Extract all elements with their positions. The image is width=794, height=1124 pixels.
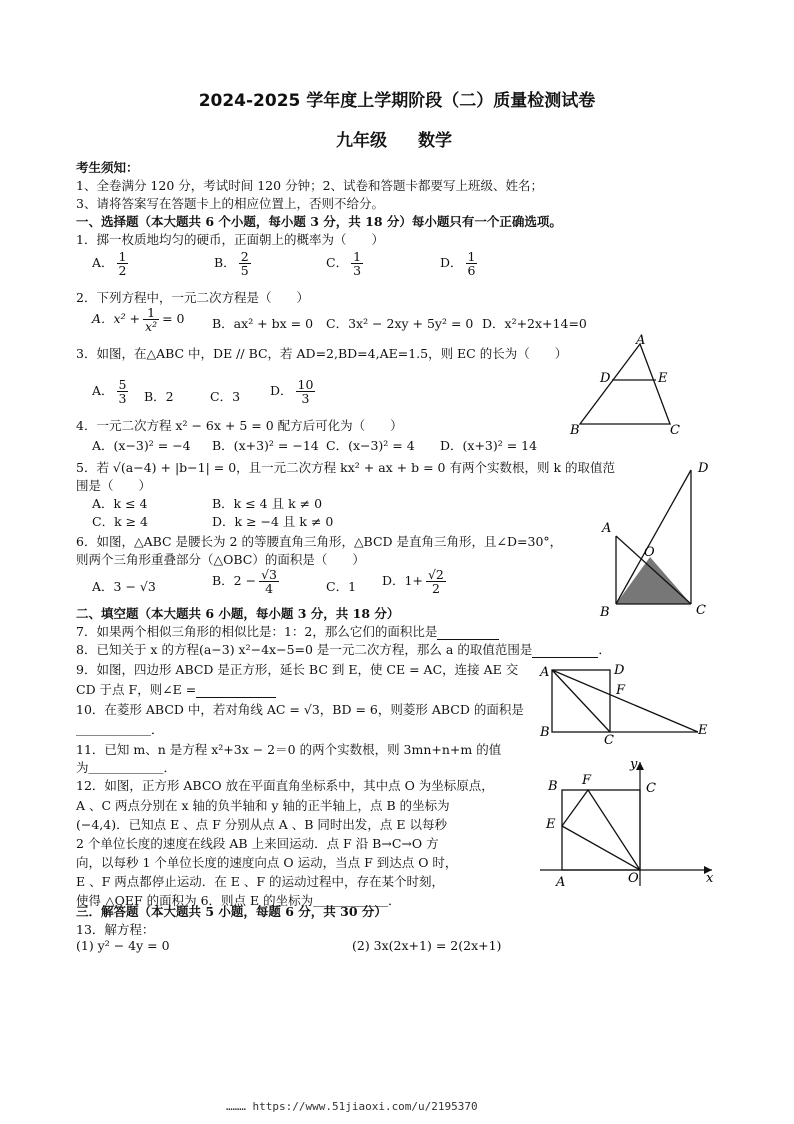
footer-url: ……… https://www.51jiaoxi.com/u/2195370 [226,1100,478,1113]
q12-line-4: 2 个单位长度的速度在线段 AB 上来回运动．点 F 沿 B→C→O 方 [76,836,439,851]
q9-line-2: CD 于点 F，则∠E = [76,680,276,698]
q1-option-c: C． $\frac{1}{3}$ [326,249,362,279]
exam-title: 2024-2025 学年度上学期阶段（二）质量检测试卷 [198,91,596,111]
q1-stem: 1．掷一枚质地均匀的硬币，正面朝上的概率为（ ） [76,232,384,247]
q3-option-c: C．3 [210,389,241,404]
fig9-label-a: A [540,665,550,680]
q5-stem: 5．若 √(a−4) + |b−1| = 0，且一元二次方程 kx² + ax + b = 0 有两个实数根，则 k 的取值范 [76,460,615,475]
notes-line-1: 1、全卷满分 120 分，考试时间 120 分钟；2、试卷和答题卡都要写上班级、姓名； [76,178,544,193]
q9-square-figure [538,660,718,746]
fig12-label-c: C [646,781,656,796]
q12-line-2: A 、C 两点分别在 x 轴的负半轴和 y 轴的正半轴上，点 B 的坐标为 [76,798,450,813]
subject-label: 数学 [418,131,452,151]
q5-option-a: A．k ≤ 4 [92,496,148,511]
q12-line-5: 向，以每秒 1 个单位长度的速度向点 O 运动，当点 F 到达点 O 时， [76,855,458,870]
fig6-label-c: C [696,603,706,618]
fig12-label-x: x [706,871,714,886]
fig3-label-d: D [600,371,611,386]
q5-option-b: B．k ≤ 4 且 k ≠ 0 [212,496,323,511]
section-2-heading: 二、填空题（本大题共 6 小题，每小题 3 分，共 18 分） [76,606,400,621]
q4-option-c: C．(x−3)² = 4 [326,438,415,453]
fig12-label-b: B [548,779,558,794]
q2-option-c: C．3x² − 2xy + 5y² = 0 [326,316,474,331]
q6-option-d: D．1+ $\frac{√2}{2}$ [382,567,444,597]
q9-line-1: 9．如图，四边形 ABCD 是正方形，延长 BC 到 E，使 CE = AC，连接 AE 交 [76,662,519,677]
q12-line-6: E 、F 两点都停止运动．在 E 、F 的运动过程中，存在某个时刻， [76,874,444,889]
q4-option-b: B．(x+3)² = −14 [212,438,319,453]
fig12-label-y: y [630,757,638,772]
q1-option-a: A． $\frac{1}{2}$ [92,249,127,279]
fig3-label-b: B [570,423,580,438]
q3-option-d: D． $\frac{10}{3}$ [270,377,314,407]
fig6-label-b: B [600,605,610,618]
q5-option-d: D．k ≥ −4 且 k ≠ 0 [212,514,334,529]
q6-stem-2: 则两个三角形重叠部分（△OBC）的面积是（ ） [76,552,365,567]
q7: 7．如果两个相似三角形的相似比是：1：2，那么它们的面积比是 [76,622,499,640]
q8: 8．已知关于 x 的方程(a−3) x²−4x−5=0 是一元二次方程，那么 a 的取值范围是 ． [76,642,611,657]
q2-stem: 2．下列方程中，一元二次方程是（ ） [76,290,309,305]
fig9-label-d: D [614,663,625,678]
q11-line-2: 为＿＿＿＿＿＿． [76,760,177,775]
q4-option-d: D．(x+3)² = 14 [440,438,538,453]
section-3-heading: 三．解答题（本大题共 5 小题，每题 6 分，共 30 分） [76,904,387,919]
q2-option-a: A．x² + $\frac{1}{\text{x²}}$ = 0 [92,305,185,335]
q5-stem-2: 围是（ ） [76,478,152,493]
q4-option-a: A．(x−3)² = −4 [92,438,191,453]
q3-triangle-figure [566,334,686,438]
section-1-heading: 一、选择题（本大题共 6 个小题，每小题 3 分，共 18 分）每小题只有一个正确选项。 [76,214,562,229]
q3-stem: 3．如图，在△ABC 中，DE // BC，若 AD=2,BD=4,AE=1.5，则 EC 的长为（ ） [76,346,568,361]
q12-line-7: 使得 △OEF 的面积为 6．则点 E 的坐标为＿＿＿＿＿＿． [76,893,401,908]
fig3-label-a: A [636,334,646,348]
fig12-label-f: F [582,773,592,788]
fig6-label-a: A [602,521,612,536]
fig9-label-e: E [698,723,708,738]
notes-heading: 考生须知： [76,160,139,175]
q13-part-2: (2) 3x(2x+1) = 2(2x+1) [352,938,502,953]
q12-coordinate-figure [536,756,720,888]
fig12-label-a: A [556,875,566,888]
q2-option-b: B．ax² + bx = 0 [212,316,314,331]
q4-stem: 4．一元二次方程 x² − 6x + 5 = 0 配方后可化为（ ） [76,418,403,433]
fig6-label-d: D [698,461,709,476]
q6-option-a: A．3 − √3 [92,579,156,594]
q6-option-b: B．2 − $\frac{√3}{4}$ [212,567,278,597]
notes-line-2: 3、请将答案写在答题卡上的相应位置上，否则不给分。 [76,196,384,211]
fig12-label-e: E [546,817,556,832]
q6-option-c: C．1 [326,579,357,594]
q1-option-b: B． $\frac{2}{5}$ [214,249,249,279]
fig3-label-e: E [658,371,668,386]
q5-option-c: C．k ≥ 4 [92,514,149,529]
grade-label: 九年级 [336,131,387,151]
q6-triangle-figure [594,456,718,618]
q10-line-1: 10．在菱形 ABCD 中，若对角线 AC = √3，BD = 6，则菱形 ABCD 的面积是 [76,702,524,717]
q1-option-d: D． $\frac{1}{6}$ [440,249,476,279]
fig12-label-o: O [628,871,639,886]
q2-option-d: D．x²+2x+14=0 [482,316,587,331]
fig6-label-o: O [644,545,655,560]
fig3-label-c: C [670,423,680,438]
fig9-label-f: F [616,683,626,698]
q6-stem: 6．如图，△ABC 是腰长为 2 的等腰直角三角形，△BCD 是直角三角形，且∠D=30°， [76,534,563,549]
fig9-label-c: C [604,733,614,746]
q11-line-1: 11．已知 m、n 是方程 x²+3x − 2＝0 的两个实数根，则 3mn+n+m 的值 [76,742,502,757]
q12-line-1: 12．如图，正方形 ABCO 放在平面直角坐标系中，其中点 O 为坐标原点， [76,778,494,793]
q3-option-a: A． $\frac{5}{3}$ [92,377,127,407]
q3-option-b: B．2 [144,389,174,404]
fig9-label-b: B [540,725,550,740]
q12-line-3: (−4,4)．已知点 E 、点 F 分别从点 A 、B 同时出发，点 E 以每秒 [76,817,448,832]
q10-line-2: ＿＿＿＿＿＿． [76,722,164,737]
q13-part-1: (1) y² − 4y = 0 [76,938,170,953]
q13-stem: 13．解方程： [76,922,155,937]
